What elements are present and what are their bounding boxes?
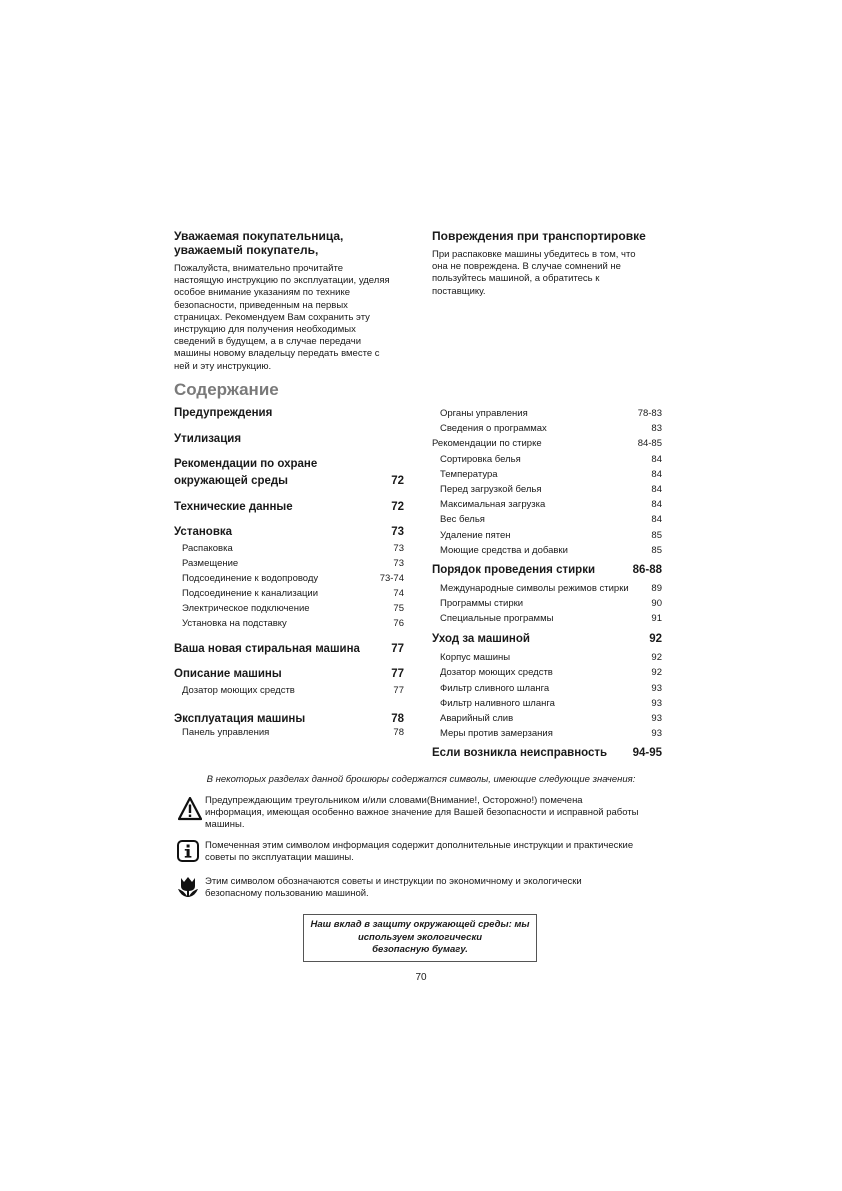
- toc-entry-label: Размещение: [182, 558, 239, 569]
- toc-entry-page: 90: [651, 598, 662, 609]
- symbol-eco-text: Этим символом обозначаются советы и инструкции по экономичному и экологически безопасному пользованию машиной.: [205, 876, 582, 899]
- toc-right-entry: [432, 728, 662, 739]
- contents-title: Содержание: [174, 380, 279, 399]
- toc-entry-label: Предупреждения: [174, 407, 273, 419]
- toc-entry-label: Описание машины: [174, 668, 282, 680]
- toc-left-entry: [174, 643, 404, 655]
- toc-entry-label: Перед загрузкой белья: [440, 484, 542, 495]
- toc-right-entry: [432, 423, 662, 434]
- toc-left-entry: [174, 573, 404, 584]
- toc-right-entry: [432, 613, 662, 624]
- toc-entry-label: Фильтр сливного шланга: [440, 683, 550, 694]
- symbols-intro: В некоторых разделах данной брошюры содержатся символы, имеющие следующие значения:: [206, 774, 636, 785]
- page-number: 70: [415, 972, 427, 983]
- toc-entry-label: Рекомендации по охране: [174, 458, 318, 470]
- toc-right-entry: [432, 713, 662, 724]
- transport-heading: Повреждения при транспортировке: [432, 229, 646, 243]
- toc-entry-label: Максимальная загрузка: [440, 499, 546, 510]
- toc-entry-label: Сведения о программах: [440, 423, 547, 434]
- toc-entry-page: 92: [649, 633, 662, 645]
- transport-text: При распаковке машины убедитесь в том, что она не повреждена. В случае сомнений не пользуйтесь машиной, а обратитесь к поставщику.: [432, 249, 636, 297]
- toc-right-entry: [432, 499, 662, 510]
- toc-right-entry: [432, 484, 662, 495]
- info-icon: [177, 840, 199, 867]
- toc-entry-label: Эксплуатация машины: [174, 713, 306, 725]
- toc-right-entry: [432, 633, 662, 645]
- toc-right-entry: [432, 514, 662, 525]
- toc-entry-label: окружающей среды: [174, 475, 289, 487]
- toc-entry-label: Если возникла неисправность: [432, 747, 608, 759]
- toc-entry-page: 84: [651, 469, 662, 480]
- toc-left-entry: [174, 407, 404, 419]
- toc-entry-label: Меры против замерзания: [440, 728, 553, 739]
- toc-entry-label: Подсоединение к канализации: [182, 588, 319, 599]
- toc-entry-label: Установка: [174, 526, 233, 538]
- toc-entry-label: Дозатор моющих средств: [182, 685, 295, 696]
- toc-left-entry: [174, 727, 404, 738]
- toc-entry-label: Аварийный слив: [440, 713, 514, 724]
- toc-entry-page: 93: [651, 713, 662, 724]
- toc-entry-label: Фильтр наливного шланга: [440, 698, 555, 709]
- toc-right-entry: [432, 683, 662, 694]
- toc-left-entry: [174, 618, 404, 629]
- symbol-info-text: Помеченная этим символом информация содержит дополнительные инструкции и практические советы по эксплуатации машины.: [205, 840, 634, 863]
- toc-left-entry: [174, 588, 404, 599]
- toc-entry-page: 85: [651, 545, 662, 556]
- toc-entry-label: Уход за машиной: [432, 633, 530, 645]
- toc-entry-page: 84: [651, 514, 662, 525]
- toc-right-entry: [432, 545, 662, 556]
- toc-entry-label: Программы стирки: [440, 598, 524, 609]
- toc-right-entry: [432, 747, 662, 759]
- toc-right-entry: [432, 598, 662, 609]
- toc-entry-page: 84: [651, 484, 662, 495]
- toc-entry-page: 93: [651, 698, 662, 709]
- toc-entry-page: 73: [393, 558, 404, 569]
- toc-right-entry: [432, 652, 662, 663]
- toc-left-entry: [174, 603, 404, 614]
- toc-entry-label: Дозатор моющих средств: [440, 667, 553, 678]
- toc-right-entry: [432, 698, 662, 709]
- toc-entry-page: 77: [393, 685, 404, 696]
- toc-entry-label: Рекомендации по стирке: [432, 438, 542, 449]
- toc-entry-label: Органы управления: [440, 408, 528, 419]
- toc-entry-page: 92: [651, 652, 662, 663]
- intro-heading-line1: Уважаемая покупательница,: [174, 229, 344, 243]
- toc-entry-page: 73: [393, 543, 404, 554]
- eco-flower-icon: [177, 875, 199, 904]
- toc-entry-page: 78-83: [637, 408, 662, 419]
- toc-right-entry: [432, 438, 662, 449]
- warning-triangle-icon: [178, 797, 202, 826]
- toc-entry-label: Распаковка: [182, 543, 233, 554]
- toc-entry-page: 76: [393, 618, 404, 629]
- toc-entry-page: 72: [391, 501, 404, 513]
- toc-entry-page: 77: [391, 668, 404, 680]
- toc-entry-label: Ваша новая стиральная машина: [174, 643, 360, 655]
- toc-entry-label: Моющие средства и добавки: [440, 545, 568, 556]
- toc-entry-page: 74: [393, 588, 404, 599]
- eco-paper-notice-box: Наш вклад в защиту окружающей среды: мы используем экологически безопасную бумагу.: [303, 914, 537, 962]
- toc-right-entry: [432, 454, 662, 465]
- toc-left-entry: [174, 543, 404, 554]
- toc-entry-page: 73-74: [379, 573, 404, 584]
- toc-right-entry: [432, 469, 662, 480]
- toc-entry-label: Сортировка белья: [440, 454, 521, 465]
- toc-left-entry: [174, 458, 404, 470]
- toc-right-entry: [432, 667, 662, 678]
- toc-entry-label: Температура: [440, 469, 498, 480]
- toc-entry-label: Специальные программы: [440, 613, 554, 624]
- toc-entry-page: 85: [651, 530, 662, 541]
- toc-left-entry: [174, 526, 404, 538]
- toc-entry-page: 72: [391, 475, 404, 487]
- toc-entry-label: Международные символы режимов стирки: [440, 583, 629, 594]
- toc-left-entry: [174, 668, 404, 680]
- toc-left-entry: [174, 475, 404, 487]
- toc-left-entry: [174, 501, 404, 513]
- toc-entry-label: Технические данные: [174, 501, 293, 513]
- toc-right-entry: [432, 583, 662, 594]
- toc-entry-page: 92: [651, 667, 662, 678]
- toc-entry-page: 77: [391, 643, 404, 655]
- toc-entry-label: Электрическое подключение: [182, 603, 310, 614]
- toc-entry-page: 84-85: [637, 438, 662, 449]
- toc-entry-label: Панель управления: [182, 727, 270, 738]
- toc-entry-page: 89: [651, 583, 662, 594]
- toc-entry-label: Вес белья: [440, 514, 485, 525]
- toc-entry-label: Порядок проведения стирки: [432, 564, 596, 576]
- toc-entry-page: 86-88: [632, 564, 662, 576]
- toc-entry-page: 78: [391, 713, 404, 725]
- toc-entry-page: 93: [651, 683, 662, 694]
- toc-entry-page: 84: [651, 499, 662, 510]
- toc-entry-label: Установка на подставку: [182, 618, 287, 629]
- toc-left-entry: [174, 558, 404, 569]
- toc-right-entry: [432, 408, 662, 419]
- toc-left-entry: [174, 685, 404, 696]
- toc-entry-page: 93: [651, 728, 662, 739]
- toc-entry-label: Утилизация: [174, 433, 242, 445]
- toc-right-entry: [432, 530, 662, 541]
- toc-entry-page: 78: [393, 727, 404, 738]
- intro-heading-line2: уважаемый покупатель,: [174, 243, 319, 257]
- intro-text: Пожалуйста, внимательно прочитайте настоящую инструкцию по эксплуатации, уделяя особое внимание указаниям по технике безопасности, приведенным на первых страницах. Рекомендуем Вам сохранить эту инструкцию для получения необходимых сведений в будущем, а в случае передачи машины новому владельцу передать вместе с ней и эту инструкцию.: [174, 263, 390, 372]
- toc-entry-label: Удаление пятен: [440, 530, 511, 541]
- toc-entry-page: 73: [391, 526, 404, 538]
- toc-entry-label: Корпус машины: [440, 652, 511, 663]
- toc-entry-page: 75: [393, 603, 404, 614]
- toc-left-entry: [174, 433, 404, 445]
- toc-entry-page: 84: [651, 454, 662, 465]
- symbol-warning-text: Предупреждающим треугольником и/или словами(Внимание!, Осторожно!) помечена информация, имеющая особенно важное значение для Вашей безопасности и исправной работы машины.: [205, 795, 639, 830]
- toc-right-entry: [432, 564, 662, 576]
- toc-entry-page: 94-95: [632, 747, 662, 759]
- toc-entry-page: 91: [651, 613, 662, 624]
- toc-entry-page: 83: [651, 423, 662, 434]
- toc-left-entry: [174, 713, 404, 725]
- toc-entry-label: Подсоединение к водопроводу: [182, 573, 319, 584]
